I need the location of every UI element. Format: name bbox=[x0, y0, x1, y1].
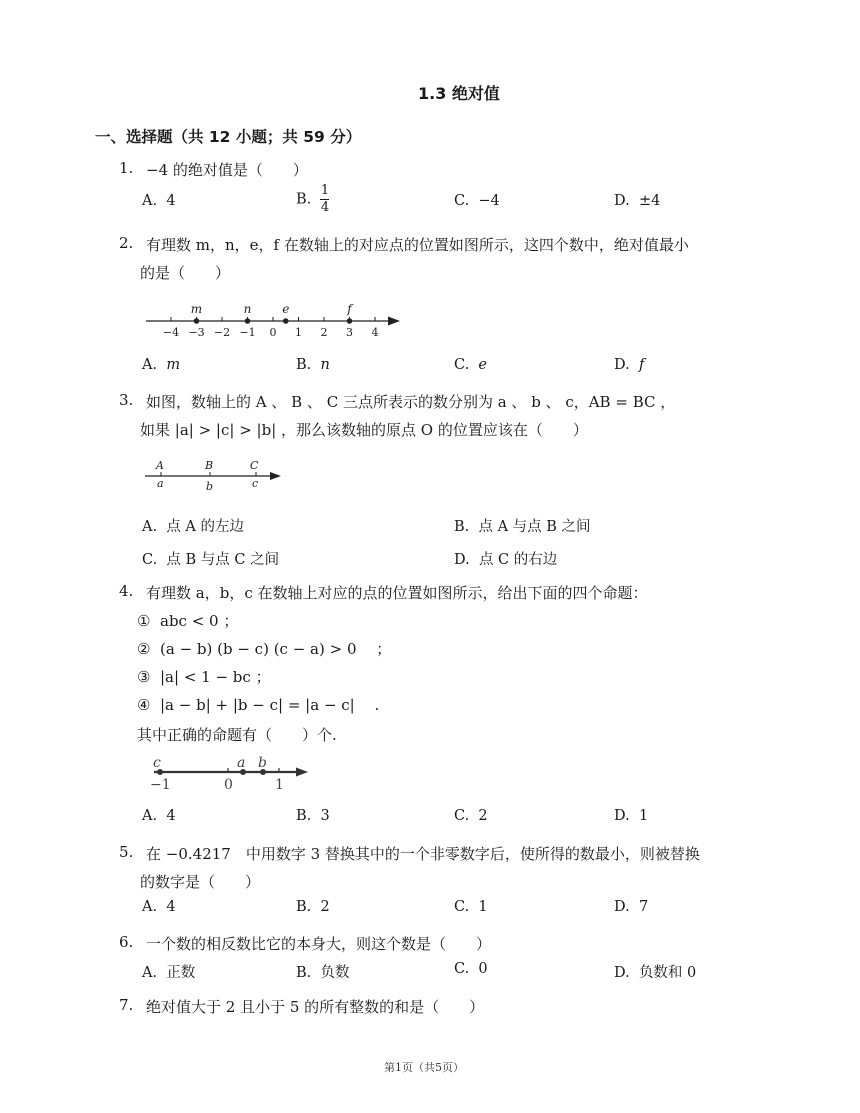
option-text: 点 C 的右边 bbox=[478, 552, 558, 568]
option-text: 4 bbox=[166, 193, 176, 209]
question-number: 6. bbox=[119, 933, 134, 951]
point-label-e: e bbox=[282, 302, 290, 316]
question-stem-line-2: 的数字是（ ） bbox=[140, 873, 261, 891]
option-c[interactable] bbox=[454, 808, 488, 824]
option-letter: C. bbox=[142, 552, 158, 568]
question-stem: 有理数 a，b，c 在数轴上对应的点的位置如图所示，给出下面的四个命题： bbox=[146, 584, 648, 602]
proposition-4 bbox=[137, 694, 379, 715]
proposition-mark: ② bbox=[137, 640, 151, 658]
option-letter: A. bbox=[142, 193, 158, 209]
proposition-mark: ④ bbox=[137, 696, 151, 714]
option-b[interactable] bbox=[296, 899, 330, 915]
proposition-text: |a| < 1 − bc ； bbox=[160, 668, 271, 686]
option-c[interactable] bbox=[454, 193, 500, 209]
label-upper-b: B bbox=[205, 459, 214, 472]
axis-arrow bbox=[296, 768, 308, 777]
section-heading: 一、选择题（共 12 小题；共 59 分） bbox=[95, 128, 362, 146]
option-letter: B. bbox=[454, 519, 470, 535]
option-b[interactable] bbox=[296, 808, 330, 824]
tick-label: 3 bbox=[346, 326, 353, 339]
question-stem: 一个数的相反数比它的本身大，则这个数是（ ） bbox=[146, 935, 492, 953]
option-d[interactable] bbox=[454, 548, 557, 569]
option-c[interactable] bbox=[454, 899, 488, 915]
option-text: 1 bbox=[638, 808, 649, 824]
proposition-mark: ③ bbox=[137, 668, 151, 686]
option-d[interactable] bbox=[614, 961, 696, 982]
tick-label: −4 bbox=[162, 326, 180, 339]
option-letter: D. bbox=[614, 193, 630, 209]
option-text: 2 bbox=[478, 808, 488, 824]
point-label-n: n bbox=[243, 302, 252, 316]
point-label-f: f bbox=[347, 302, 352, 316]
option-d[interactable] bbox=[614, 899, 648, 915]
point-n bbox=[245, 318, 251, 324]
tick-label: −2 bbox=[213, 326, 231, 339]
tick-label-minus-one: −1 bbox=[150, 777, 171, 793]
fraction-denominator: 4 bbox=[320, 200, 330, 215]
option-letter: D. bbox=[614, 808, 630, 824]
question-number: 5. bbox=[119, 843, 134, 861]
option-letter: A. bbox=[142, 965, 158, 981]
option-d[interactable] bbox=[614, 808, 648, 824]
option-a[interactable] bbox=[142, 193, 176, 209]
question-stem: 绝对值大于 2 且小于 5 的所有整数的和是（ ） bbox=[146, 998, 485, 1016]
option-c[interactable] bbox=[142, 548, 279, 569]
number-line-figure bbox=[142, 300, 402, 340]
option-letter: A. bbox=[142, 519, 158, 535]
fraction bbox=[320, 184, 329, 215]
page-title: 1.3 绝对值 bbox=[418, 84, 500, 103]
question-stem-line-1: 在 −0.4217 中用数字 3 替换其中的一个非零数字后，使所得的数最小，则被替换 bbox=[146, 845, 700, 863]
option-text: f bbox=[638, 357, 645, 373]
question-stem-line-1: 如图，数轴上的 A 、 B 、 C 三点所表示的数分别为 a 、 b 、 c，AB = BC ， bbox=[146, 393, 676, 411]
option-letter: C. bbox=[454, 808, 470, 824]
option-text: −4 bbox=[478, 193, 500, 209]
tick-label-one: 1 bbox=[275, 777, 284, 793]
option-letter: B. bbox=[296, 965, 312, 981]
option-b[interactable] bbox=[296, 184, 329, 215]
tick-label-zero: 0 bbox=[224, 777, 233, 793]
option-text: ±4 bbox=[638, 193, 661, 209]
point-label-m: m bbox=[190, 302, 203, 316]
option-text: 4 bbox=[166, 899, 176, 915]
proposition-text: |a − b| + |b − c| = |a − c| . bbox=[160, 696, 380, 714]
question-stem-line-2: 如果 |a| > |c| > |b| ，那么该数轴的原点 O 的位置应该在（ ） bbox=[140, 421, 588, 439]
option-letter: B. bbox=[296, 191, 312, 208]
option-letter: B. bbox=[296, 808, 312, 824]
label-lower-b: b bbox=[206, 480, 214, 493]
tick-label: 1 bbox=[295, 326, 302, 339]
tick-label: −3 bbox=[188, 326, 205, 339]
question-stem-line-1: 有理数 m，n，e，f 在数轴上的对应点的位置如图所示，这四个数中，绝对值最小 bbox=[146, 236, 689, 254]
option-letter: A. bbox=[142, 899, 158, 915]
option-a[interactable] bbox=[142, 515, 244, 536]
cab-number-line-figure bbox=[148, 754, 318, 794]
tick-label: −1 bbox=[239, 326, 256, 339]
question-number: 1. bbox=[119, 159, 134, 177]
question-number: 7. bbox=[119, 996, 134, 1014]
tick-label: 2 bbox=[320, 326, 328, 339]
option-a[interactable] bbox=[142, 808, 176, 824]
label-lower-a: a bbox=[157, 477, 164, 490]
option-a[interactable] bbox=[142, 357, 180, 373]
option-letter: B. bbox=[296, 357, 312, 373]
option-letter: A. bbox=[142, 808, 158, 824]
page-footer: 第1页（共5页） bbox=[384, 1061, 464, 1074]
option-text: 负数 bbox=[320, 965, 350, 981]
proposition-text: (a − b) (b − c) (c − a) > 0 ； bbox=[160, 640, 392, 658]
label-c: c bbox=[153, 755, 161, 771]
question-number: 4. bbox=[119, 582, 134, 600]
question-stem-line-2: 的是（ ） bbox=[140, 264, 231, 282]
option-text: 3 bbox=[320, 808, 330, 824]
option-text: 点 A 的左边 bbox=[166, 519, 245, 535]
proposition-mark: ① bbox=[137, 612, 151, 630]
option-text: m bbox=[166, 357, 181, 373]
label-upper-c: C bbox=[250, 459, 259, 472]
question-closing: 其中正确的命题有（ ）个. bbox=[137, 726, 337, 744]
label-b: b bbox=[258, 755, 267, 771]
proposition-3 bbox=[137, 666, 271, 687]
tick-label: 4 bbox=[371, 326, 379, 339]
option-text: 点 B 与点 C 之间 bbox=[166, 552, 280, 568]
option-text: 2 bbox=[320, 899, 330, 915]
option-text: 4 bbox=[166, 808, 176, 824]
option-letter: A. bbox=[142, 357, 158, 373]
option-letter: C. bbox=[454, 899, 470, 915]
label-lower-c: c bbox=[252, 477, 259, 490]
label-upper-a: A bbox=[156, 459, 164, 472]
question-number: 2. bbox=[119, 234, 134, 252]
option-letter: D. bbox=[614, 899, 630, 915]
question-stem: −4 的绝对值是（ ） bbox=[146, 161, 308, 179]
question-number: 3. bbox=[119, 391, 134, 409]
option-b[interactable] bbox=[296, 357, 330, 373]
point-e bbox=[283, 318, 289, 324]
option-d[interactable] bbox=[614, 193, 660, 209]
option-letter: C. bbox=[454, 961, 470, 977]
option-c[interactable] bbox=[454, 357, 487, 373]
abc-number-line-figure bbox=[142, 456, 287, 491]
option-d[interactable] bbox=[614, 357, 644, 373]
proposition-1 bbox=[137, 610, 238, 631]
option-text: 1 bbox=[478, 899, 488, 915]
option-text: n bbox=[320, 357, 330, 373]
option-b[interactable] bbox=[454, 515, 591, 536]
tick-label: 0 bbox=[269, 326, 277, 339]
axis-arrow bbox=[270, 472, 281, 480]
axis-arrow bbox=[388, 317, 400, 326]
fraction-numerator: 1 bbox=[320, 183, 330, 198]
option-text: 0 bbox=[478, 961, 488, 977]
proposition-2 bbox=[137, 638, 391, 659]
option-letter: B. bbox=[296, 899, 312, 915]
option-letter: C. bbox=[454, 193, 470, 209]
option-text: 正数 bbox=[166, 965, 196, 981]
option-letter: D. bbox=[614, 965, 630, 981]
option-letter: D. bbox=[614, 357, 630, 373]
point-m bbox=[194, 318, 200, 324]
point-f bbox=[347, 318, 353, 324]
option-letter: D. bbox=[454, 552, 470, 568]
option-text: e bbox=[478, 357, 487, 373]
option-text: 点 A 与点 B 之间 bbox=[478, 519, 591, 535]
option-a[interactable] bbox=[142, 899, 176, 915]
label-a: a bbox=[237, 755, 246, 771]
option-b[interactable] bbox=[296, 961, 349, 982]
option-a[interactable] bbox=[142, 961, 195, 982]
proposition-text: abc < 0 ； bbox=[160, 612, 239, 630]
option-letter: C. bbox=[454, 357, 470, 373]
option-text: 7 bbox=[638, 899, 649, 915]
option-c[interactable] bbox=[454, 961, 488, 977]
option-text: 负数和 0 bbox=[638, 965, 697, 981]
